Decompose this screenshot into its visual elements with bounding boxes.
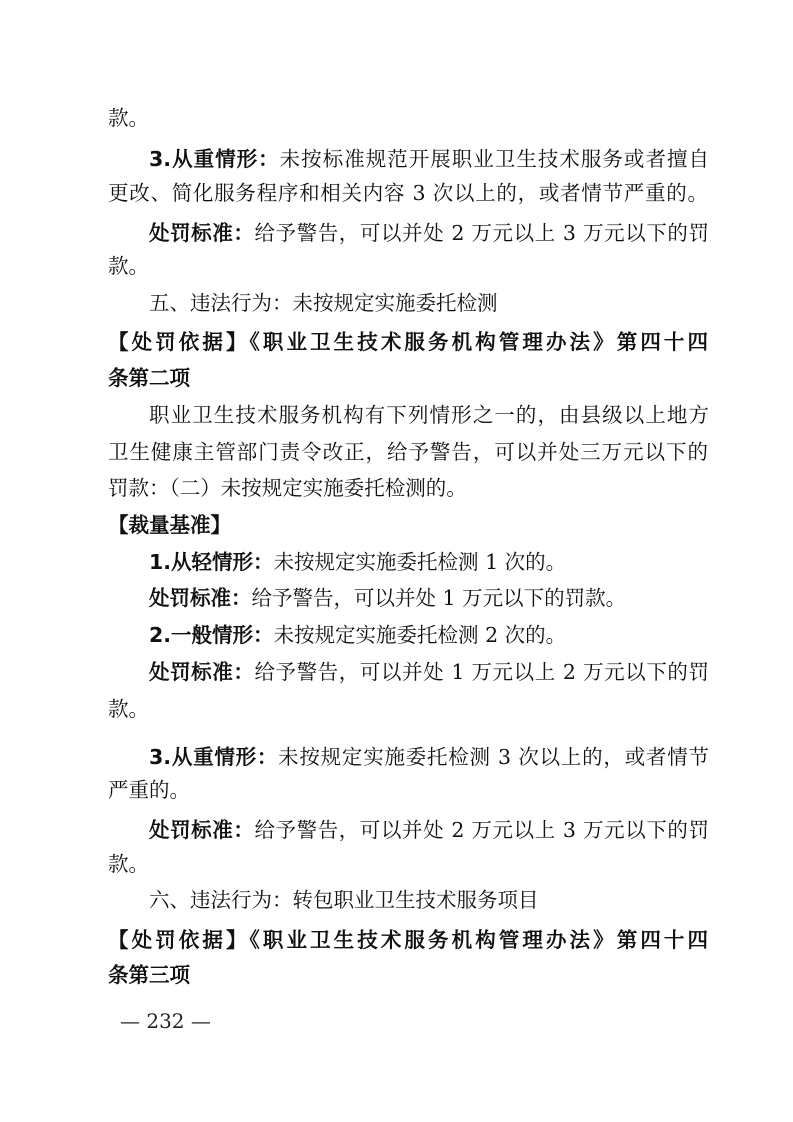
text-line: 处罚标准：给予警告，可以并处 2 万元以上 3 万元以下的罚 [149, 818, 709, 842]
text-line: 罚款：（二）未按规定实施委托检测的。 [108, 476, 467, 500]
section-label: 处罚标准： [149, 586, 252, 610]
text-line: 3.从重情形：未按规定实施委托检测 3 次以上的，或者情节 [149, 745, 709, 769]
text-line: 款。 [108, 852, 149, 876]
section-label: 处罚标准： [149, 660, 255, 684]
text-line: 处罚标准：给予警告，可以并处 2 万元以上 3 万元以下的罚 [149, 221, 709, 245]
section-label: 3.从重情形： [149, 147, 280, 171]
legal-basis-heading: 【处罚依据】《职业卫生技术服务机构管理办法》第四十四 [108, 928, 708, 952]
legal-basis-heading: 条第二项 [108, 366, 190, 390]
section-heading: 五、违法行为：未按规定实施委托检测 [149, 291, 498, 315]
text-line: 款。 [108, 254, 149, 278]
text-line: 2.一般情形：未按规定实施委托检测 2 次的。 [149, 623, 567, 647]
section-label: 2.一般情形： [149, 623, 274, 647]
text-line: 款。 [108, 106, 149, 130]
discretion-heading: 【裁量基准】 [108, 513, 231, 537]
page-number: — 232 — [120, 1009, 211, 1033]
section-label: 3.从重情形： [149, 745, 279, 769]
text-line: 职业卫生技术服务机构有下列情形之一的，由县级以上地方 [149, 403, 709, 427]
text-line: 款。 [108, 697, 149, 721]
text-line: 处罚标准：给予警告，可以并处 1 万元以上 2 万元以下的罚 [149, 660, 709, 684]
section-label: 1.从轻情形： [149, 550, 274, 574]
legal-basis-heading: 条第三项 [108, 963, 190, 987]
text-line: 处罚标准：给予警告，可以并处 1 万元以下的罚款。 [149, 586, 627, 610]
section-label: 处罚标准： [149, 221, 255, 245]
text-line: 严重的。 [108, 778, 190, 802]
legal-basis-heading: 【处罚依据】《职业卫生技术服务机构管理办法》第四十四 [108, 330, 708, 354]
text-line: 卫生健康主管部门责令改正，给予警告，可以并处三万元以下的 [108, 440, 708, 464]
text-line: 1.从轻情形：未按规定实施委托检测 1 次的。 [149, 550, 567, 574]
text-line: 3.从重情形：未按标准规范开展职业卫生技术服务或者擅自 [149, 147, 709, 171]
section-heading: 六、违法行为：转包职业卫生技术服务项目 [149, 888, 539, 912]
text-line: 更改、简化服务程序和相关内容 3 次以上的，或者情节严重的。 [108, 181, 708, 205]
section-label: 处罚标准： [149, 818, 255, 842]
